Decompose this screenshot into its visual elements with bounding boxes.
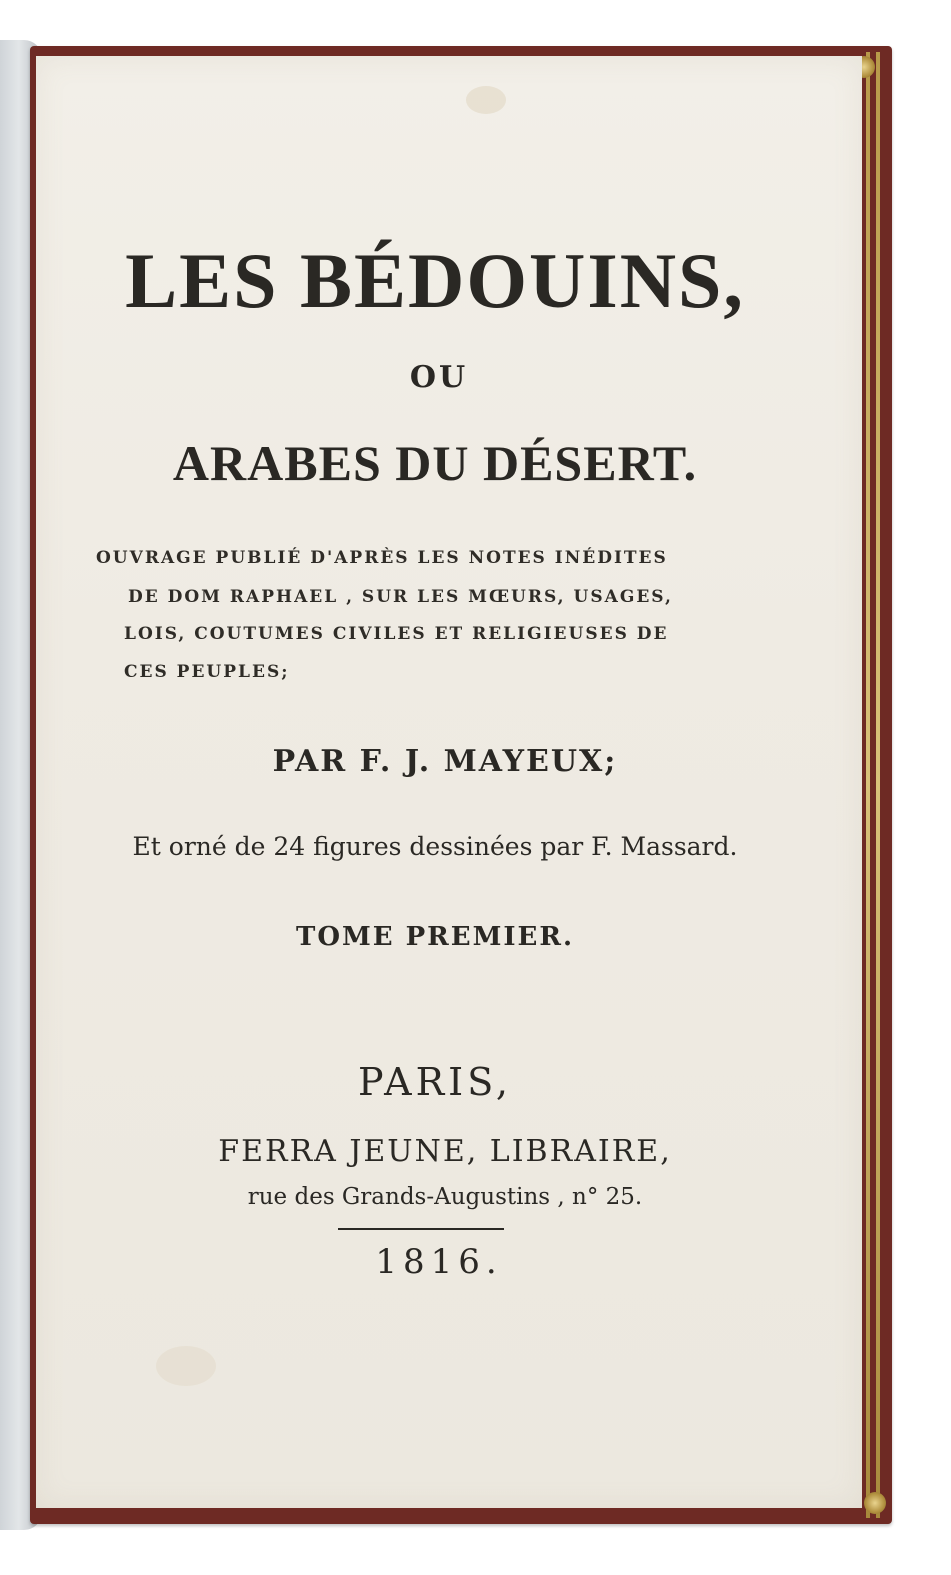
imprint-year: 1816.: [375, 1242, 503, 1282]
description-line: DE DOM RAPHAEL , SUR LES MŒURS, USAGES,: [128, 587, 673, 607]
book-subtitle: ARABES DU DÉSERT.: [172, 435, 698, 491]
gilt-rule: [876, 52, 880, 1518]
gilt-rule: [866, 52, 870, 1518]
corner-ornament: [864, 1492, 886, 1514]
imprint-city: PARIS,: [358, 1060, 512, 1104]
description-line: OUVRAGE PUBLIÉ D'APRÈS LES NOTES INÉDITES: [96, 548, 668, 568]
foxing-spot: [156, 1346, 216, 1386]
title-page: [36, 56, 862, 1508]
description-line: CES PEUPLES;: [124, 662, 290, 682]
book-title: LES BÉDOUINS,: [125, 237, 745, 324]
title-conjunction: OU: [409, 360, 469, 395]
volume-label: TOME PREMIER.: [295, 922, 575, 952]
description-line: LOIS, COUTUMES CIVILES ET RELIGIEUSES DE: [124, 624, 669, 644]
illustrations-line: Et orné de 24 figures dessinées par F. Massard.: [132, 832, 738, 861]
imprint-publisher: FERRA JEUNE, LIBRAIRE,: [218, 1134, 672, 1169]
imprint-rule: [338, 1228, 504, 1230]
imprint-address: rue des Grands-Augustins , n° 25.: [247, 1184, 643, 1210]
author-line: PAR F. J. MAYEUX;: [272, 744, 618, 779]
foxing-spot: [466, 86, 506, 114]
